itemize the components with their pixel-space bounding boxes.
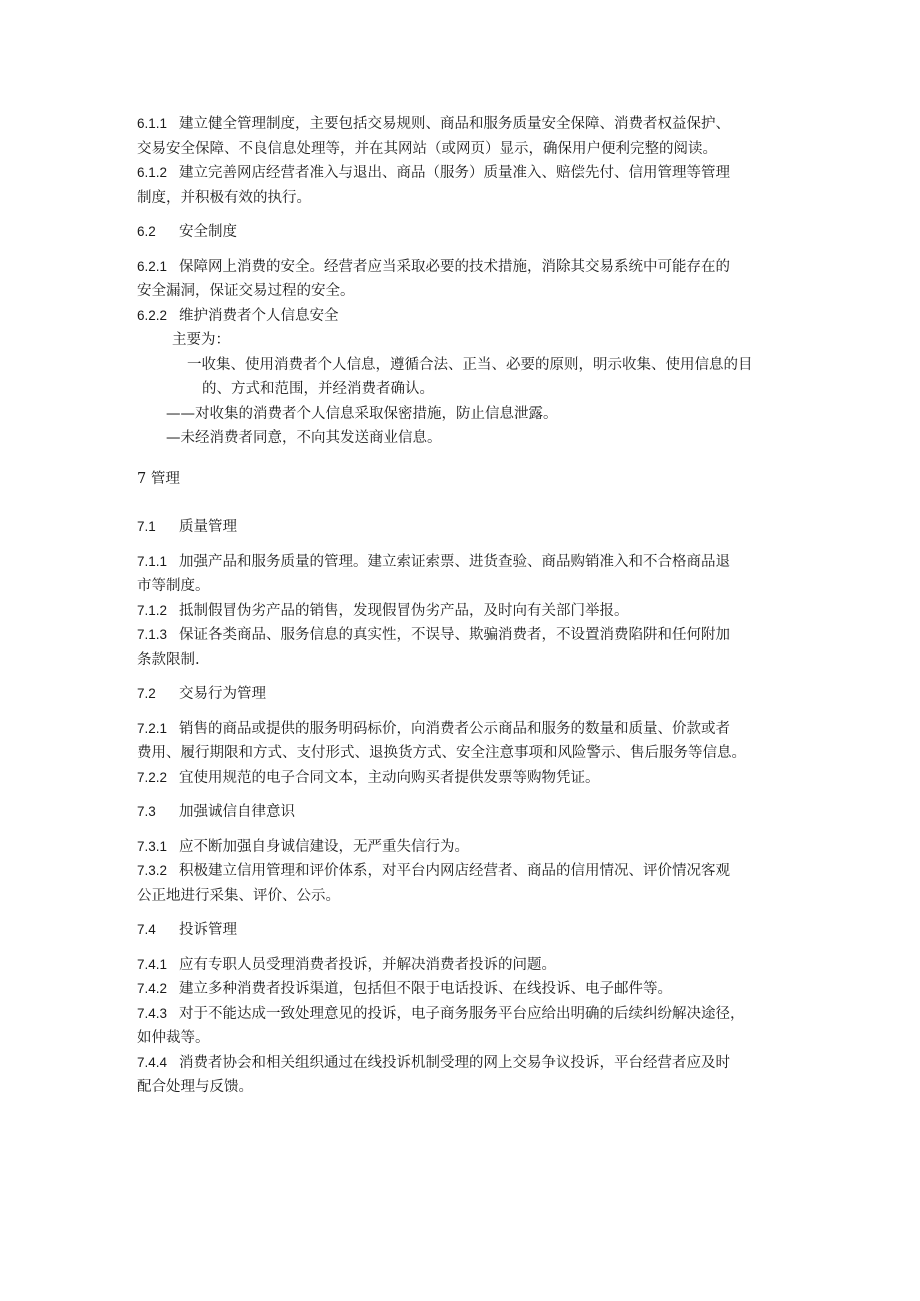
section-number: 6.2: [137, 224, 156, 239]
section-title: 质量管理: [179, 519, 237, 535]
section-number: 7.4: [137, 922, 156, 937]
clause-text: 积极建立信用管理和评价体系，对平台内网店经营者、商品的信用情况、评价情况客观: [179, 863, 730, 879]
section-number: 7.2: [137, 686, 156, 701]
clause-text-cont: 安全漏洞，保证交易过程的安全。: [137, 283, 355, 299]
clause-text: 保障网上消费的安全。经营者应当采取必要的技术措施，消除其交易系统中可能存在的: [179, 258, 730, 275]
list-item: 一收集、使用消费者个人信息，遵循合法、正当、必要的原则，明示收集、使用信息的目: [187, 356, 753, 373]
clause-text-cont: 配合处理与反馈。: [137, 1079, 253, 1095]
clause-text-cont: 市等制度。: [137, 578, 210, 594]
clause-text: 保证各类商品、服务信息的真实性，不误导、欺骗消费者，不设置消费陷阱和任何附加: [179, 627, 730, 643]
list-item: ——对收集的消费者个人信息采取保密措施，防止信息泄露。: [166, 405, 558, 422]
clause-7-4-2: [137, 977, 787, 1002]
chapter-7-title: [137, 467, 787, 492]
list-intro: 主要为：: [172, 332, 230, 348]
clause-number: 7.4.4: [137, 1054, 168, 1070]
clause-text: 宜使用规范的电子合同文本，主动向购买者提供发票等购物凭证。: [179, 769, 600, 786]
clause-6-1-1: [137, 112, 787, 161]
clause-number: 7.2.2: [137, 769, 168, 785]
clause-text: 建立多种消费者投诉渠道，包括但不限于电话投诉、在线投诉、电子邮件等。: [179, 981, 672, 997]
clause-7-4-1: [137, 953, 787, 978]
section-6-2: [137, 220, 787, 245]
clause-number: 7.3.2: [137, 863, 168, 878]
clause-number: 7.3.1: [137, 838, 168, 854]
section-title: 交易行为管理: [179, 686, 266, 702]
clause-7-2-2: [137, 766, 787, 791]
chapter-title: 7 管理: [137, 470, 180, 487]
list-item-cont: 的、方式和范围，并经消费者确认。: [202, 381, 434, 397]
clause-number: 6.1.2: [137, 165, 168, 180]
section-7-1: [137, 515, 787, 540]
clause-number: 7.1.1: [137, 553, 168, 569]
clause-number: 6.1.1: [137, 116, 168, 131]
clause-text-cont: 费用、履行期限和方式、支付形式、退换货方式、安全注意事项和风险警示、售后服务等信息。: [137, 745, 746, 761]
section-number: 7.3: [137, 804, 156, 819]
clause-text-cont: 交易安全保障、不良信息处理等，并在其网站（或网页）显示，确保用户便利完整的阅读。: [137, 140, 717, 157]
clause-7-1-3: [137, 623, 787, 672]
section-title: 安全制度: [179, 224, 237, 240]
clause-text: 应不断加强自身诚信建设，无严重失信行为。: [179, 838, 469, 855]
clause-text: 销售的商品或提供的服务明码标价，向消费者公示商品和服务的数量和质量、价款或者: [179, 720, 730, 737]
clause-number: 7.1.3: [137, 627, 168, 642]
clause-number: 7.4.3: [137, 1005, 168, 1021]
clause-text: 应有专职人员受理消费者投诉，并解决消费者投诉的问题。: [179, 956, 556, 973]
clause-7-4-4: [137, 1051, 787, 1100]
clause-6-2-1: [137, 255, 787, 304]
section-7-3: [137, 800, 787, 825]
section-7-2: [137, 682, 787, 707]
section-7-4: [137, 918, 787, 943]
clause-text-cont: 如仲裁等。: [137, 1030, 210, 1046]
clause-6-1-2: [137, 161, 787, 210]
clause-7-1-1: [137, 550, 787, 599]
clause-text: 维护消费者个人信息安全: [179, 307, 339, 324]
clause-6-2-2: [137, 304, 787, 451]
clause-text: 建立健全管理制度，主要包括交易规则、商品和服务质量安全保障、消费者权益保护、: [179, 116, 730, 132]
clause-7-2-1: [137, 717, 787, 766]
clause-text-cont: 公正地进行采集、评价、公示。: [137, 887, 340, 904]
clause-number: 7.1.2: [137, 602, 168, 618]
clause-text: 加强产品和服务质量的管理。建立索证索票、进货查验、商品购销准入和不合格商品退: [179, 553, 730, 570]
clause-text-cont: 制度，并积极有效的执行。: [137, 189, 311, 206]
clause-7-3-2: [137, 859, 787, 908]
clause-7-1-2: [137, 599, 787, 624]
clause-7-4-3: [137, 1002, 787, 1051]
clause-number: 7.4.1: [137, 956, 168, 972]
list-item: —未经消费者同意，不向其发送商业信息。: [166, 430, 442, 446]
clause-text: 对于不能达成一致处理意见的投诉，电子商务服务平台应给出明确的后续纠纷解决途径，: [179, 1005, 745, 1022]
clause-number: 6.2.2: [137, 307, 168, 323]
clause-text: 建立完善网店经营者准入与退出、商品（服务）质量准入、赔偿先付、信用管理等管理: [179, 165, 730, 181]
clause-text-cont: 条款限制.: [137, 651, 200, 668]
clause-text: 消费者协会和相关组织通过在线投诉机制受理的网上交易争议投诉，平台经营者应及时: [179, 1054, 730, 1071]
clause-text: 抵制假冒伪劣产品的销售，发现假冒伪劣产品，及时向有关部门举报。: [179, 602, 629, 619]
clause-number: 6.2.1: [137, 258, 168, 274]
section-title: 投诉管理: [179, 922, 237, 938]
section-title: 加强诚信自律意识: [179, 804, 295, 820]
document-page: [137, 112, 787, 1100]
clause-7-3-1: [137, 835, 787, 860]
section-number: 7.1: [137, 519, 156, 534]
clause-number: 7.2.1: [137, 720, 168, 736]
clause-number: 7.4.2: [137, 981, 168, 996]
